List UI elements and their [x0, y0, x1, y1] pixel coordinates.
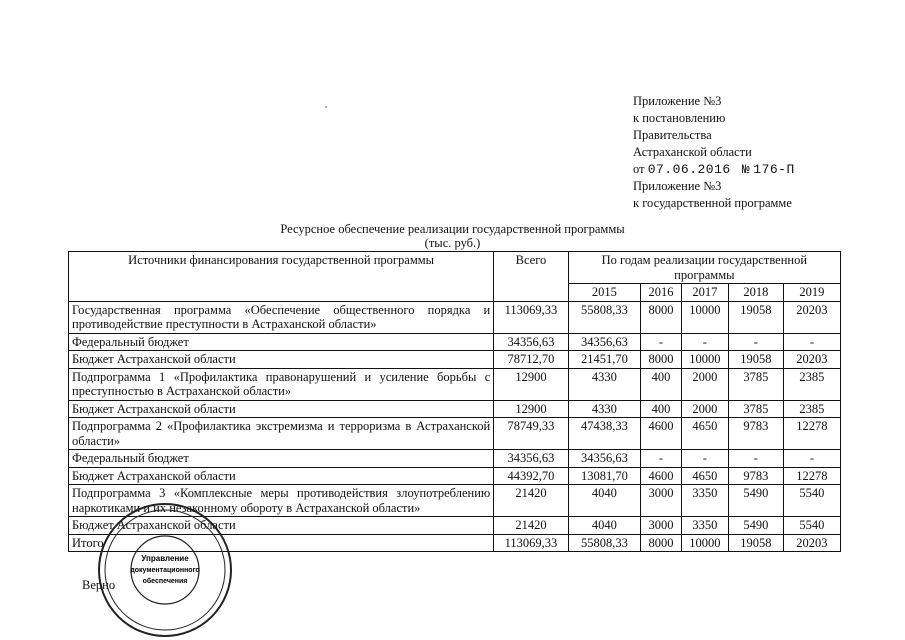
year-value-cell: 12278 [783, 418, 840, 450]
year-value-cell: 5540 [783, 485, 840, 517]
official-stamp [80, 498, 240, 638]
year-value-cell: 4330 [568, 400, 640, 418]
year-value-cell: - [783, 450, 840, 468]
header-year: 2018 [728, 284, 783, 302]
source-cell: Подпрограмма 2 «Профилактика экстремизма и терроризма в Астраханской области» [69, 418, 494, 450]
header-years-group: По годам реализации государственной программы [568, 252, 840, 284]
table-row [69, 400, 841, 418]
year-value-cell: 4600 [641, 467, 682, 485]
year-value-cell: 34356,63 [568, 450, 640, 468]
year-value-cell: 4650 [681, 418, 728, 450]
table-row [69, 467, 841, 485]
source-cell: Федеральный бюджет [69, 450, 494, 468]
total-cell: 113069,33 [494, 301, 568, 333]
header-year: 2016 [641, 284, 682, 302]
header-date-line [633, 161, 795, 178]
year-value-cell: 55808,33 [568, 534, 640, 552]
total-cell: 78712,70 [494, 351, 568, 369]
year-value-cell: - [681, 450, 728, 468]
year-value-cell: - [641, 333, 682, 351]
year-value-cell: 34356,63 [568, 333, 640, 351]
table-row [69, 301, 841, 333]
year-value-cell: 4650 [681, 467, 728, 485]
source-cell: Федеральный бюджет [69, 333, 494, 351]
header-source: Источники финансирования государственной программы [69, 252, 494, 302]
year-value-cell: 12278 [783, 467, 840, 485]
year-value-cell: - [641, 450, 682, 468]
year-value-cell: 9783 [728, 418, 783, 450]
year-value-cell: 19058 [728, 351, 783, 369]
units-label: (тыс. руб.) [424, 236, 481, 250]
header-line: Астраханской области [633, 145, 752, 159]
year-value-cell: 5490 [728, 517, 783, 535]
year-value-cell: 3000 [641, 485, 682, 517]
year-value-cell: 8000 [641, 534, 682, 552]
number-prefix: № [741, 162, 751, 177]
year-value-cell: 20203 [783, 534, 840, 552]
stamp-line: обеспечения [142, 578, 188, 585]
document-title: Ресурсное обеспечение реализации государственной программы [280, 222, 625, 236]
year-value-cell: 19058 [728, 534, 783, 552]
certified-label: Верно [82, 578, 116, 592]
table-row [69, 450, 841, 468]
year-value-cell: 10000 [681, 534, 728, 552]
total-cell: 113069,33 [494, 534, 568, 552]
year-value-cell: 10000 [681, 301, 728, 333]
total-cell: 34356,63 [494, 333, 568, 351]
total-cell: 78749,33 [494, 418, 568, 450]
year-value-cell: 8000 [641, 301, 682, 333]
total-cell: 12900 [494, 400, 568, 418]
year-value-cell: 3000 [641, 517, 682, 535]
year-value-cell: 2385 [783, 368, 840, 400]
header-total: Всего [494, 252, 568, 302]
year-value-cell: 9783 [728, 467, 783, 485]
source-cell: Подпрограмма 3 «Комплексные меры противодействия злоупотреблению наркотиками и их незаконному обороту в Астраханской области» [69, 485, 494, 517]
date-prefix: от [633, 162, 645, 176]
year-value-cell: 4040 [568, 517, 640, 535]
year-value-cell: - [728, 333, 783, 351]
year-value-cell: 4040 [568, 485, 640, 517]
number-value: 176-П [753, 162, 795, 177]
year-value-cell: 3350 [681, 485, 728, 517]
year-value-cell: 21451,70 [568, 351, 640, 369]
header-line: Приложение №3 [633, 94, 722, 108]
year-value-cell: 400 [641, 400, 682, 418]
total-cell: 12900 [494, 368, 568, 400]
year-value-cell: 4600 [641, 418, 682, 450]
source-cell: Итого [69, 534, 494, 552]
scan-speck [325, 106, 327, 108]
source-cell: Подпрограмма 1 «Профилактика правонарушений и усиление борьбы с преступностью в Астраханской области» [69, 368, 494, 400]
year-value-cell: 3785 [728, 368, 783, 400]
header-year: 2019 [783, 284, 840, 302]
total-cell: 34356,63 [494, 450, 568, 468]
year-value-cell: 2000 [681, 400, 728, 418]
year-value-cell: - [728, 450, 783, 468]
year-value-cell: 8000 [641, 351, 682, 369]
stamp-line: документационного [130, 567, 200, 574]
stamp-line: Управление [141, 554, 189, 563]
header-line: к государственной программе [633, 196, 792, 210]
header-year: 2015 [568, 284, 640, 302]
year-value-cell: 47438,33 [568, 418, 640, 450]
year-value-cell: 55808,33 [568, 301, 640, 333]
table-row [69, 351, 841, 369]
table-row [69, 368, 841, 400]
year-value-cell: - [783, 333, 840, 351]
source-cell: Бюджет Астраханской области [69, 467, 494, 485]
year-value-cell: 20203 [783, 301, 840, 333]
source-cell: Бюджет Астраханской области [69, 517, 494, 535]
table-row [69, 418, 841, 450]
year-value-cell: 5540 [783, 517, 840, 535]
year-value-cell: 20203 [783, 351, 840, 369]
year-value-cell: 2385 [783, 400, 840, 418]
date-value: 07.06.2016 [647, 162, 731, 177]
year-value-cell: 13081,70 [568, 467, 640, 485]
header-year: 2017 [681, 284, 728, 302]
year-value-cell: 19058 [728, 301, 783, 333]
year-value-cell: 4330 [568, 368, 640, 400]
year-value-cell: - [681, 333, 728, 351]
appendix-header [633, 93, 795, 212]
year-value-cell: 2000 [681, 368, 728, 400]
source-cell: Государственная программа «Обеспечение общественного порядка и противодействие преступности в Астраханской области» [69, 301, 494, 333]
header-line: к постановлению [633, 111, 726, 125]
header-line: Правительства [633, 128, 712, 142]
year-value-cell: 3350 [681, 517, 728, 535]
year-value-cell: 400 [641, 368, 682, 400]
year-value-cell: 3785 [728, 400, 783, 418]
header-line: Приложение №3 [633, 179, 722, 193]
year-value-cell: 10000 [681, 351, 728, 369]
total-cell: 21420 [494, 517, 568, 535]
source-cell: Бюджет Астраханской области [69, 400, 494, 418]
total-cell: 44392,70 [494, 467, 568, 485]
table-row [69, 333, 841, 351]
total-cell: 21420 [494, 485, 568, 517]
source-cell: Бюджет Астраханской области [69, 351, 494, 369]
year-value-cell: 5490 [728, 485, 783, 517]
